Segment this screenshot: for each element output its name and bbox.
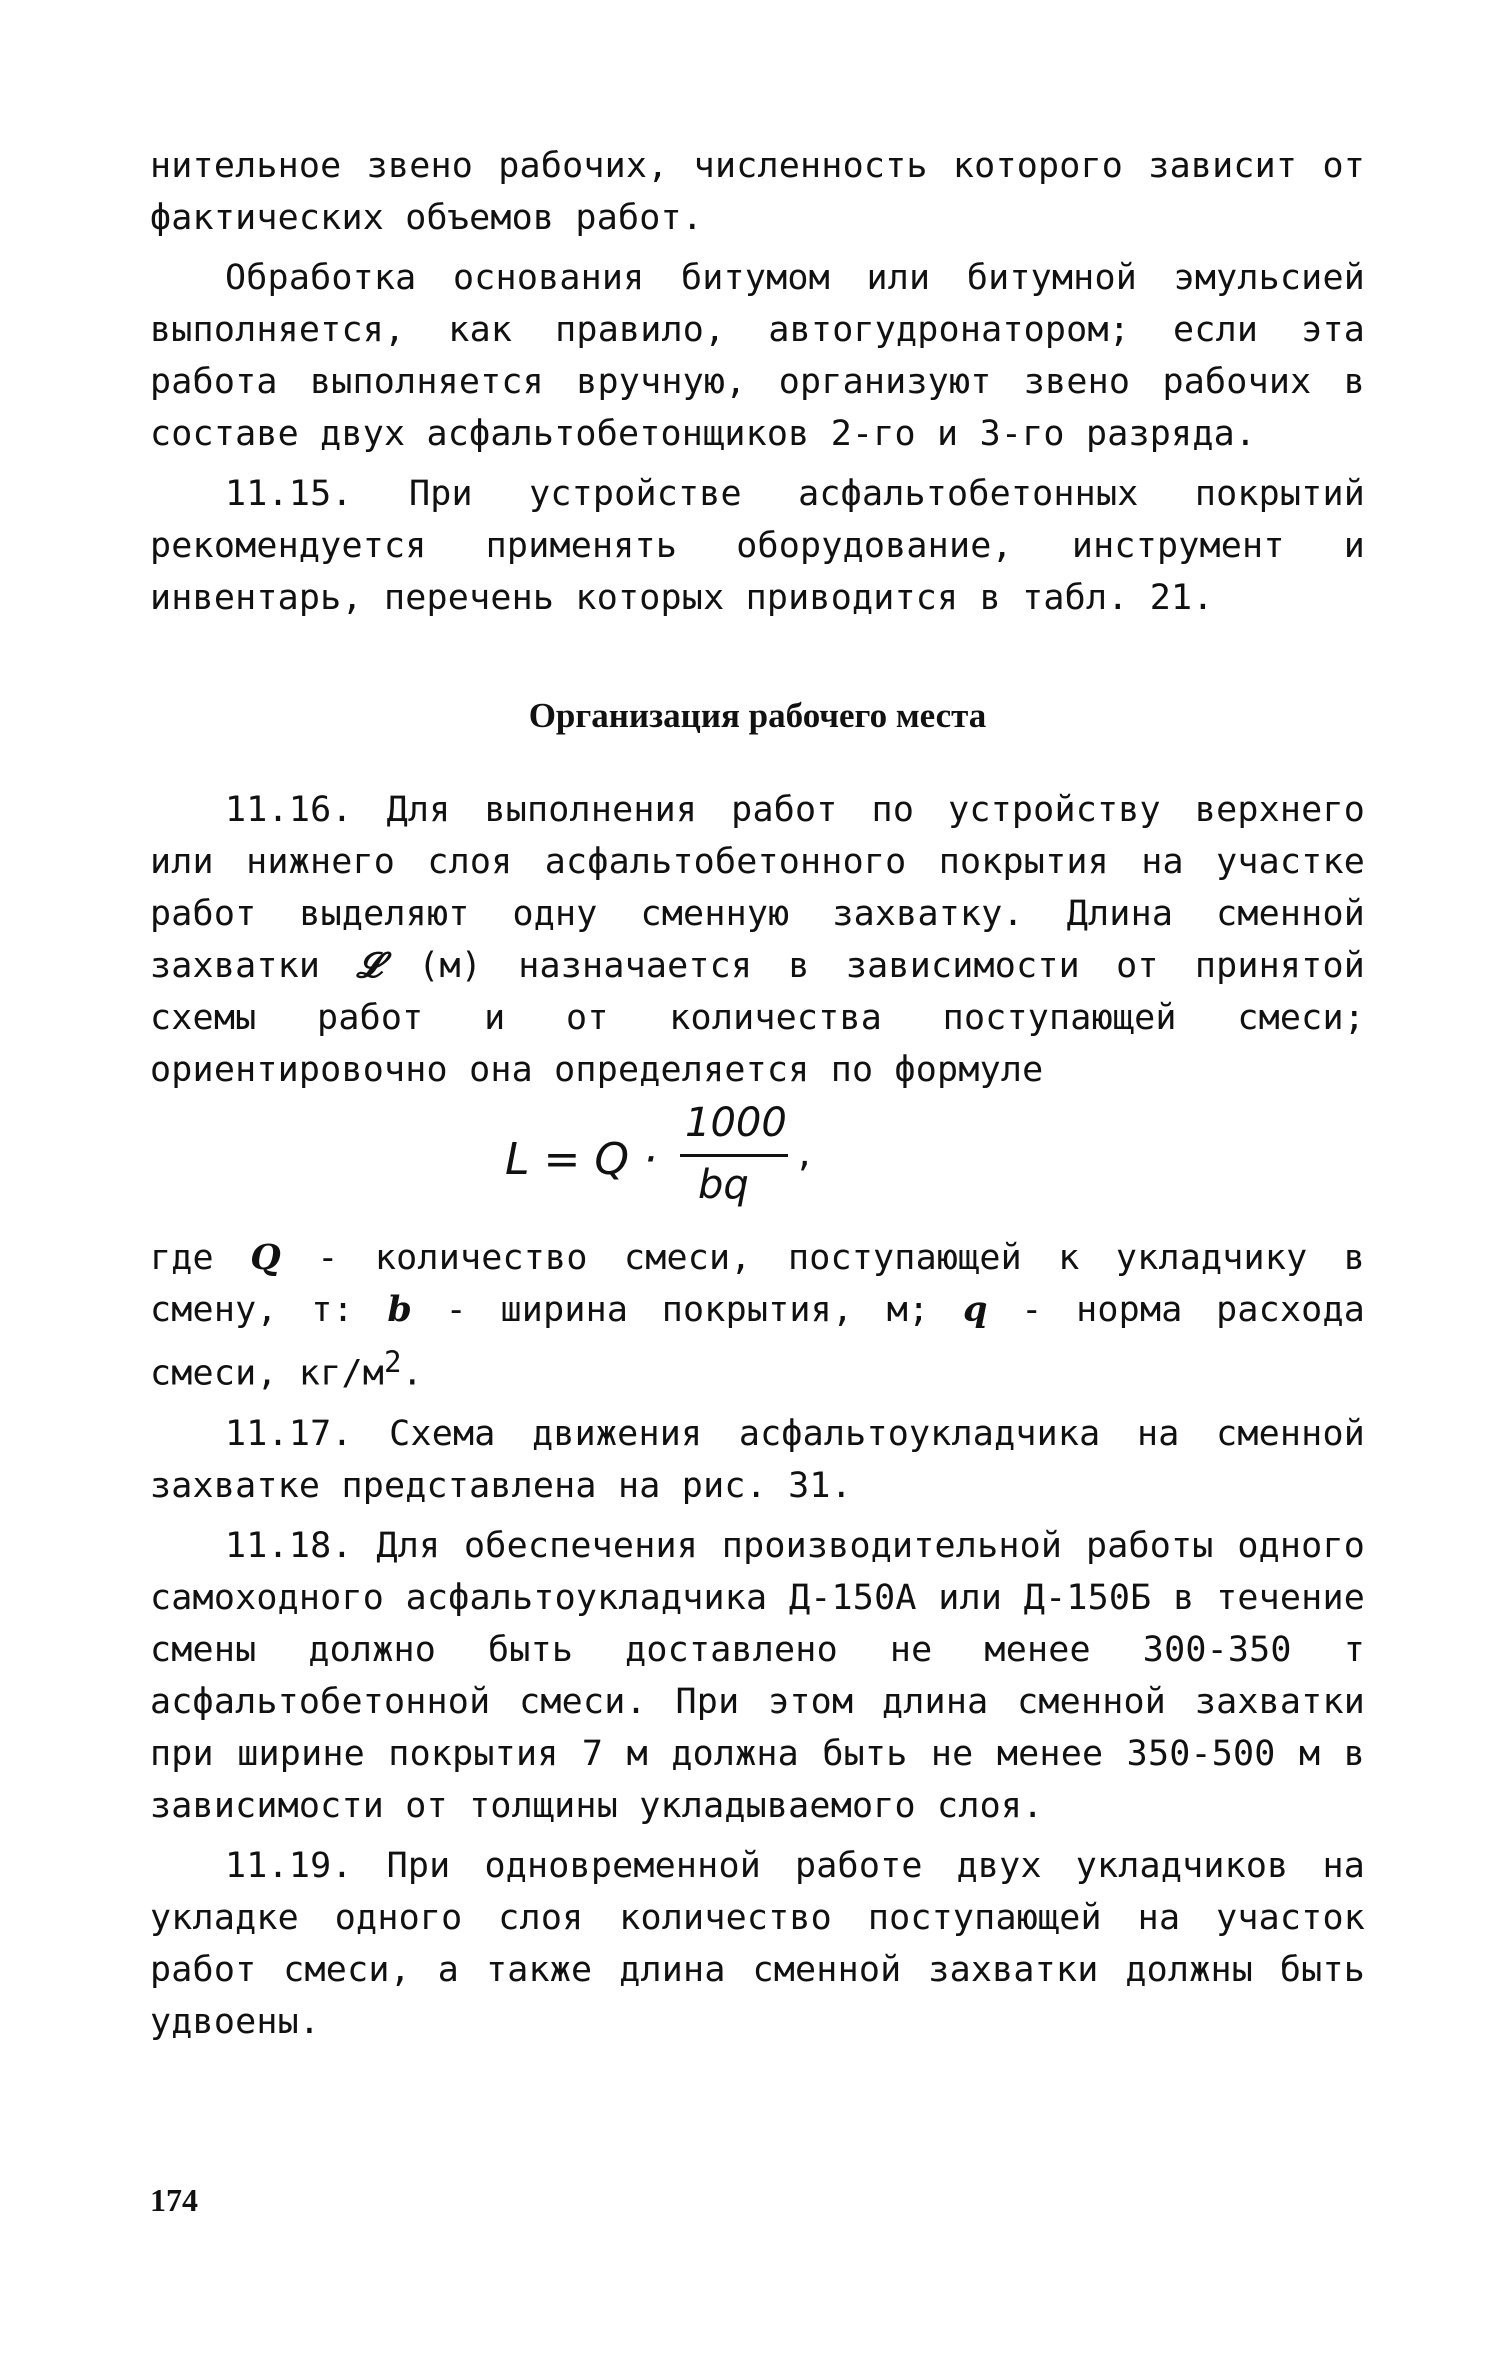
- paragraph-11-18: 11.18. Для обеспечения производительной работы одного самоходного асфальтоукладчика Д-150А или Д-150Б в течение смены должно быть доставлено не менее 300-350 т асфальтобетонной смеси. При этом длина сменной захватки при ширине покрытия 7 м должна быть не менее 350-500 м в зависимости от толщины укладываемого слоя.: [150, 1525, 1365, 1826]
- paragraph-continuation: нительное звено рабочих, численность которого зависит от фактических объемов работ.: [150, 146, 1365, 238]
- legend-text-Q: - количество смеси, поступающей к укладчику в смену, т:: [150, 1238, 1365, 1330]
- length-symbol: 𝓛: [356, 945, 383, 986]
- formula-lhs: L = Q ·: [505, 1134, 657, 1185]
- legend-text-b: - ширина покрытия, м;: [412, 1290, 963, 1330]
- formula-fraction-bar: [680, 1154, 788, 1157]
- paragraph-11-16: [150, 784, 1365, 1096]
- legend-text-q: - норма расхода смеси, кг/м: [150, 1290, 1365, 1394]
- paragraph-11-15: 11.15. При устройстве асфальтобетонных покрытий рекомендуется применять оборудование, инструмент и инвентарь, перечень которых приводится в табл. 21.: [150, 474, 1365, 618]
- legend-superscript: 2: [384, 1345, 402, 1379]
- legend-symbol-Q: Q: [250, 1237, 281, 1278]
- formula-denominator: bq: [698, 1162, 749, 1208]
- legend-end: .: [401, 1353, 424, 1394]
- section-heading: Организация рабочего места: [528, 696, 987, 735]
- length-formula: [150, 1102, 1365, 1230]
- legend-where: где: [150, 1238, 251, 1278]
- formula-trailing: ,: [798, 1130, 811, 1176]
- paragraph-11-19: 11.19. При одновременной работе двух укладчиков на укладке одного слоя количество поступающей на участок работ смеси, а также длина сменной захватки должны быть удвоены.: [150, 1845, 1365, 2042]
- legend-symbol-q: q: [962, 1289, 988, 1330]
- paragraph-11-16-text-a: 11.16. Для выполнения работ по устройству верхнего или нижнего слоя асфальтобетонного покрытия на участке работ выделяют одну сменную захватку. Длина сменной захватки: [150, 790, 1365, 986]
- paragraph-11-17: 11.17. Схема движения асфальтоукладчика на сменной захватке представлена на рис. 31.: [150, 1413, 1365, 1506]
- paragraph-formula-legend: [150, 1232, 1365, 1400]
- document-page: [150, 140, 1365, 2048]
- paragraph-bitumen-treatment: Обработка основания битумом или битумной эмульсией выполняется, как правило, автогудронатором; если эта работа выполняется вручную, организуют звено рабочих в составе двух асфальтобетонщиков 2-го и 3-го разряда.: [150, 258, 1365, 454]
- formula-numerator: 1000: [685, 1100, 787, 1146]
- page-number: 174: [150, 2182, 198, 2218]
- legend-symbol-b: b: [387, 1289, 413, 1330]
- paragraph-11-16-text-b: (м) назначается в зависимости от принятой схемы работ и от количества поступающей смеси; ориентировочно она определяется по формуле: [150, 946, 1365, 1090]
